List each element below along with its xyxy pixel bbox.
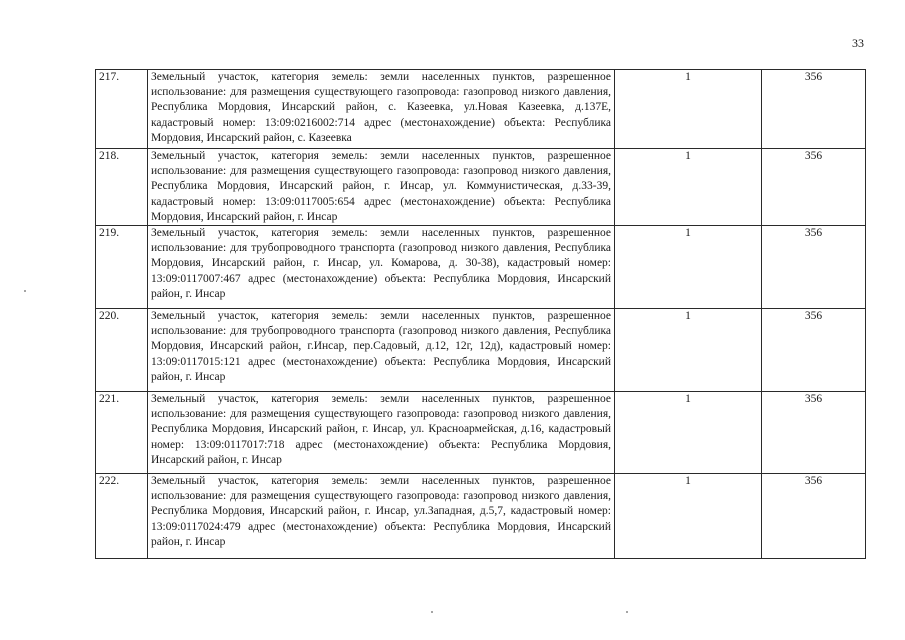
row-description: Земельный участок, категория земель: земли населенных пунктов, разрешенное использование: для трубопроводного транспорта (газопровод низкого давления, Республика Мордовия, Инсарский район, г. Инсар, ул. Комарова, д. 30-38), кадастровый номер: 13:09:0117007:467 адрес (местонахождение) объекта: Республика Мордовия, Инсарский район, г. Инсар [148,226,615,309]
amount-value: 356 [804,475,823,488]
amount-value: 356 [804,393,823,406]
scan-speck [626,611,628,613]
row-amount [762,474,866,559]
row-quantity [615,474,762,559]
quantity-value: 1 [685,150,691,162]
row-description: Земельный участок, категория земель: земли населенных пунктов, разрешенное использование: для размещения существующего газопровода: газопровод низкого давления, Республика Мордовия, Инсарский район, с. Казеевка, ул.Новая Казеевка, д.137Е, кадастровый номер: 13:09:0216002:714 адрес (местонахождение) объекта: Республика Мордовия, Инсарский район, с. Казеевка [148,70,615,149]
quantity-value: 1 [685,71,691,83]
quantity-value: 1 [685,227,691,240]
table-row [96,226,866,309]
row-number: 219. [96,226,148,309]
table-row [96,309,866,392]
row-description: Земельный участок, категория земель: земли населенных пунктов, разрешенное использование: для размещения существующего газопровода: газопровод низкого давления, Республика Мордовия, Инсарский район, г. Инсар, ул.Западная, д.5,7, кадастровый номер: 13:09:0117024:479 адрес (местонахождение) объекта: Республика Мордовия, Инсарский район, г. Инсар [148,474,615,559]
row-amount [762,309,866,392]
row-description: Земельный участок, категория земель: земли населенных пунктов, разрешенное использование: для размещения существующего газопровода: газопровод низкого давления, Республика Мордовия, Инсарский район, г. Инсар, ул. Коммунистическая, д.33-39, кадастровый номер: 13:09:0117005:654 адрес (местонахождение) объекта: Республика Мордовия, Инсарский район, г. Инсар [148,149,615,226]
row-quantity [615,226,762,309]
row-quantity [615,149,762,226]
row-number: 221. [96,392,148,474]
page-number: 33 [852,36,864,50]
land-plot-table [95,69,866,559]
scan-speck [24,290,26,292]
row-amount [762,149,866,226]
row-number: 222. [96,474,148,559]
table-row [96,474,866,559]
row-description: Земельный участок, категория земель: земли населенных пунктов, разрешенное использование: для трубопроводного транспорта (газопровод низкого давления, Республика Мордовия, Инсарский район, г.Инсар, пер.Садовый, д.12, 12г, 12д), кадастровый номер: 13:09:0117015:121 адрес (местонахождение) объекта: Республика Мордовия, Инсарский район, г. Инсар [148,309,615,392]
amount-value: 356 [804,310,823,323]
row-number: 217. [96,70,148,149]
row-number: 220. [96,309,148,392]
row-amount [762,226,866,309]
amount-value: 356 [804,227,823,240]
table-row [96,392,866,474]
amount-value: 356 [804,71,823,83]
scan-speck [431,611,433,613]
row-amount [762,392,866,474]
row-number: 218. [96,149,148,226]
amount-value: 356 [804,150,823,162]
row-amount [762,70,866,149]
row-description: Земельный участок, категория земель: земли населенных пунктов, разрешенное использование: для размещения существующего газопровода: газопровод низкого давления, Республика Мордовия, Инсарский район, г. Инсар, ул. Красноармейская, д.16, кадастровый номер: 13:09:0117017:718 адрес (местонахождение) объекта: Республика Мордовия, Инсарский район, г. Инсар [148,392,615,474]
quantity-value: 1 [685,310,691,323]
row-quantity [615,70,762,149]
table-row [96,149,866,226]
row-quantity [615,392,762,474]
table-row [96,70,866,149]
quantity-value: 1 [685,475,691,488]
quantity-value: 1 [685,393,691,406]
row-quantity [615,309,762,392]
